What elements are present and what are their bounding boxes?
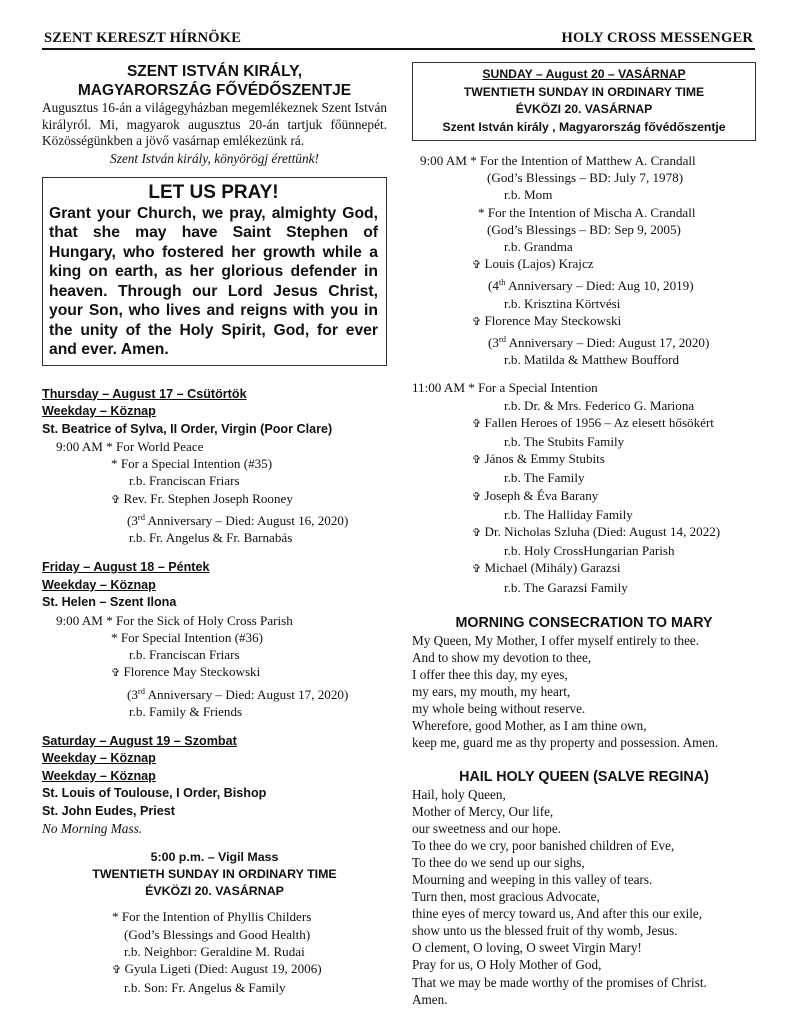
mass-line: r.b. Franciscan Friars: [129, 473, 240, 489]
mass-line: r.b. Family & Friends: [129, 703, 243, 719]
saturday-weekday: Weekday – Köznap: [42, 768, 156, 783]
saturday-day: Saturday – August 19 – Szombat: [42, 733, 237, 748]
let-us-pray-heading: LET US PRAY!: [148, 181, 279, 203]
mass-line: ✞ Joseph & Éva Barany: [472, 487, 599, 503]
saturday-section: [42, 733, 387, 838]
mass-line: (3rd Anniversary – Died: August 16, 2020): [127, 511, 349, 528]
latin-cross-icon: ✞: [472, 259, 482, 272]
latin-cross-icon: ✞: [472, 490, 482, 503]
mass-line: 11:00 AM * For a Special Intention: [412, 380, 598, 396]
mass-line: (God’s Blessings and Good Health): [124, 926, 311, 942]
mass-line: 9:00 AM * For World Peace: [56, 439, 204, 454]
mass-line: * For a Special Intention (#35): [111, 456, 273, 472]
sunday-11am-section: [412, 379, 756, 595]
salve-regina-section: [412, 768, 756, 1008]
mass-line: (God’s Blessings – BD: July 7, 1978): [487, 170, 684, 186]
mass-line: * For the Intention of Phyllis Childers: [112, 909, 312, 925]
sunday-title-2: ÉVKÖZI 20. VASÁRNAP: [515, 102, 653, 116]
poem-line: That we may be made worthy of the promises of Christ.: [412, 974, 707, 990]
vigil-title-2: ÉVKÖZI 20. VASÁRNAP: [145, 884, 284, 899]
mass-line: r.b. The Halliday Family: [504, 506, 633, 522]
poem-line: thine eyes of mercy toward us, And after this our exile,: [412, 906, 703, 922]
friday-saint: St. Helen – Szent Ilona: [42, 595, 177, 610]
poem-line: our sweetness and our hope.: [412, 820, 562, 836]
poem-line: Hail, holy Queen,: [412, 786, 506, 802]
mass-line: ✞ Florence May Steckowski: [111, 664, 261, 680]
saturday-saint: St. John Eudes, Priest: [42, 803, 175, 818]
poem-line: My Queen, My Mother, I offer myself entirely to thee.: [412, 632, 700, 648]
poem-line: keep me, guard me as thy property and possession. Amen.: [412, 735, 719, 751]
latin-cross-icon: ✞: [472, 417, 482, 430]
saturday-saint: St. Louis of Toulouse, I Order, Bishop: [42, 786, 267, 801]
poem-line: O clement, O loving, O sweet Virgin Mary!: [412, 940, 642, 956]
mass-line: ✞ Michael (Mihály) Garazsi: [472, 560, 621, 576]
mass-line: ✞ Louis (Lajos) Krajcz: [472, 256, 594, 272]
thursday-day: Thursday – August 17 – Csütörtök: [42, 386, 247, 401]
right-column: [412, 62, 756, 1008]
let-us-pray-box: [42, 177, 387, 366]
sunday-9am-section: [412, 152, 756, 368]
mass-line: r.b. Neighbor: Geraldine M. Rudai: [124, 943, 305, 959]
mass-line: (3rd Anniversary – Died: August 17, 2020): [127, 685, 349, 702]
mass-line: r.b. Krisztina Körtvési: [504, 295, 621, 311]
thursday-weekday: Weekday – Köznap: [42, 404, 156, 418]
mass-line: (3rd Anniversary – Died: August 17, 2020): [488, 334, 710, 351]
friday-section: [42, 559, 387, 720]
mass-line: 9:00 AM * For the Sick of Holy Cross Parish: [56, 612, 293, 628]
latin-cross-icon: ✞: [472, 454, 482, 467]
mass-line: ✞ Rev. Fr. Stephen Joseph Rooney: [111, 490, 293, 506]
friday-weekday: Weekday – Köznap: [42, 577, 156, 592]
consecration-section: [412, 614, 756, 752]
poem-line: I offer thee this day, my eyes,: [412, 667, 568, 683]
friday-day: Friday – August 18 – Péntek: [42, 560, 210, 575]
stephen-prayer: Szent István király, könyörögj érettünk!: [110, 150, 319, 166]
mass-line: ✞ Dr. Nicholas Szluha (Died: August 14, 2022): [472, 524, 721, 540]
saturday-weekday: Weekday – Köznap: [42, 751, 156, 766]
sunday-box: [412, 62, 756, 141]
sunday-title-1: TWENTIETH SUNDAY IN ORDINARY TIME: [463, 84, 705, 99]
latin-cross-icon: ✞: [472, 527, 482, 540]
mass-line: r.b. Franciscan Friars: [129, 647, 240, 663]
mass-line: r.b. The Family: [504, 470, 585, 486]
saturday-note: No Morning Mass.: [42, 821, 143, 837]
poem-line: To thee do we send up our sighs,: [412, 854, 585, 870]
header-right-title: HOLY CROSS MESSENGER: [561, 30, 753, 46]
mass-line: r.b. Mom: [504, 187, 553, 203]
sunday-saint: Szent István király , Magyarország fővédőszentje: [442, 119, 726, 134]
thursday-section: [42, 386, 387, 547]
header-left-title: SZENT KERESZT HÍRNÖKE: [44, 30, 242, 46]
mass-line: r.b. The Garazsi Family: [504, 579, 628, 595]
vigil-section: [42, 849, 387, 996]
thursday-saint: St. Beatrice of Sylva, II Order, Virgin (Poor Clare): [42, 421, 333, 436]
poem-line: Wherefore, good Mother, as I am thine own,: [412, 718, 647, 734]
stephen-title-2: MAGYARORSZÁG FŐVÉDŐSZENTJE: [77, 82, 352, 99]
vigil-time: 5:00 p.m. – Vigil Mass: [150, 850, 279, 865]
mass-line: * For the Intention of Mischa A. Crandall: [478, 204, 696, 220]
poem-line: To thee do we cry, poor banished children of Eve,: [412, 837, 675, 853]
latin-cross-icon: ✞: [472, 315, 482, 328]
salve-regina-title: HAIL HOLY QUEEN (SALVE REGINA): [459, 768, 709, 785]
poem-line: And to show my devotion to thee,: [412, 649, 592, 665]
mass-line: r.b. Matilda & Matthew Boufford: [504, 352, 680, 368]
latin-cross-icon: ✞: [112, 964, 122, 977]
latin-cross-icon: ✞: [472, 563, 482, 576]
vigil-title-1: TWENTIETH SUNDAY IN ORDINARY TIME: [92, 867, 337, 882]
poem-line: Pray for us, O Holy Mother of God,: [412, 957, 602, 973]
poem-line: show unto us the blessed fruit of thy womb, Jesus.: [412, 923, 678, 939]
mass-line: (God’s Blessings – BD: Sep 9, 2005): [487, 221, 681, 237]
header-rule: [42, 48, 755, 50]
latin-cross-icon: ✞: [111, 667, 121, 680]
mass-line: (4th Anniversary – Died: Aug 10, 2019): [488, 277, 694, 294]
stephen-title-1: SZENT ISTVÁN KIRÁLY,: [126, 63, 303, 80]
stephen-body: Augusztus 16-án a világegyházban megemlékeznek Szent István királyról. Mi, magyarok augusztus 20-án tartjuk főünnepét. Közösségünkben a jövő vasárnap emlékezünk rá.: [42, 100, 387, 148]
poem-line: Turn then, most gracious Advocate,: [412, 889, 600, 905]
let-us-pray-text: Grant your Church, we pray, almighty God, that she may have Saint Stephen of Hungary, who fostered her growth while a king on earth, as her glorious defender in heaven. Through our Lord Jesus Christ, your Son, who lives and reigns with you in the unity of the Holy Spirit, God, for ever and ever. Amen.: [49, 204, 378, 358]
mass-line: r.b. Dr. & Mrs. Federico G. Mariona: [504, 397, 695, 413]
poem-line: Mourning and weeping in this valley of tears.: [412, 872, 653, 887]
mass-line: ✞ Fallen Heroes of 1956 – Az elesett hősökért: [472, 414, 714, 430]
mass-line: ✞ János & Emmy Stubits: [472, 451, 605, 467]
poem-line: my ears, my mouth, my heart,: [412, 684, 571, 700]
left-column: [42, 62, 387, 996]
mass-line: * For Special Intention (#36): [111, 629, 264, 645]
poem-line: my whole being without reserve.: [412, 701, 586, 717]
consecration-title: MORNING CONSECRATION TO MARY: [455, 614, 713, 631]
poem-line: Mother of Mercy, Our life,: [412, 803, 554, 819]
mass-line: ✞ Gyula Ligeti (Died: August 19, 2006): [112, 961, 322, 977]
poem-line: Amen.: [412, 991, 448, 1007]
mass-line: r.b. Fr. Angelus & Fr. Barnabás: [129, 530, 293, 546]
mass-line: r.b. Holy CrossHungarian Parish: [504, 543, 675, 559]
mass-line: 9:00 AM * For the Intention of Matthew A. Crandall: [420, 153, 696, 168]
mass-line: r.b. Grandma: [504, 239, 573, 255]
mass-line: r.b. Son: Fr. Angelus & Family: [124, 980, 286, 996]
latin-cross-icon: ✞: [111, 493, 121, 506]
mass-line: ✞ Florence May Steckowski: [472, 312, 622, 328]
sunday-day: SUNDAY – August 20 – VASÁRNAP: [482, 67, 686, 81]
mass-line: r.b. The Stubits Family: [504, 434, 625, 450]
